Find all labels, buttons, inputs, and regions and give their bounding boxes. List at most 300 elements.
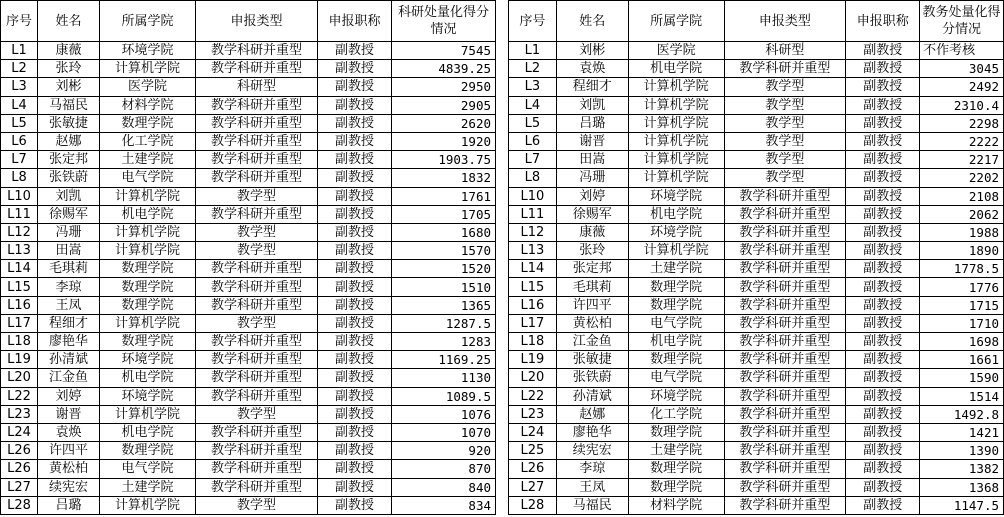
table-cell: 2905: [392, 96, 496, 114]
table-cell: 7545: [392, 42, 496, 60]
table-cell: L12: [509, 223, 557, 241]
table-cell: 马福民: [556, 496, 628, 514]
table-cell: 教学科研并重型: [196, 333, 318, 351]
table-cell: 教学科研并重型: [724, 296, 846, 314]
table-cell: L28: [509, 496, 557, 514]
table-cell: L23: [1, 405, 38, 423]
table-cell: 1368: [920, 478, 1004, 496]
table-row: [1, 423, 496, 441]
table-cell: 许四平: [38, 442, 100, 460]
table-cell: 1698: [920, 333, 1004, 351]
table-cell: 副教授: [846, 333, 920, 351]
table-cell: 康薇: [38, 42, 100, 60]
table-cell: 教学型: [196, 242, 318, 260]
column-gap: [496, 0, 508, 517]
table-cell: 副教授: [318, 369, 392, 387]
table-cell: L19: [1, 351, 38, 369]
table-row: [509, 496, 1004, 514]
table-cell: 张敏捷: [556, 351, 628, 369]
column-header: 所属学院: [100, 1, 196, 42]
table-row: [1, 114, 496, 132]
table-cell: 1705: [392, 205, 496, 223]
table-cell: 材料学院: [628, 496, 724, 514]
table-row: [509, 460, 1004, 478]
table-cell: 环境学院: [100, 387, 196, 405]
table-cell: 材料学院: [100, 96, 196, 114]
table-cell: 教学科研并重型: [724, 423, 846, 441]
table-cell: 副教授: [846, 314, 920, 332]
table-row: [509, 351, 1004, 369]
table-cell: 环境学院: [628, 223, 724, 241]
table-cell: 王凤: [556, 478, 628, 496]
table-cell: 谢晋: [556, 132, 628, 150]
table-cell: 环境学院: [628, 187, 724, 205]
table-cell: 张定邦: [38, 151, 100, 169]
table-cell: 1283: [392, 333, 496, 351]
table-cell: L27: [1, 478, 38, 496]
table-cell: 教学科研并重型: [196, 114, 318, 132]
table-cell: 834: [392, 496, 496, 514]
table-cell: 教学科研并重型: [724, 223, 846, 241]
table-cell: 机电学院: [100, 423, 196, 441]
table-cell: L7: [1, 151, 38, 169]
table-cell: 不作考核: [920, 42, 1004, 60]
table-cell: 2620: [392, 114, 496, 132]
table-cell: 计算机学院: [628, 132, 724, 150]
table-cell: 教学科研并重型: [724, 278, 846, 296]
table-cell: L20: [1, 369, 38, 387]
table-cell: L14: [509, 260, 557, 278]
table-cell: 教学科研并重型: [724, 260, 846, 278]
table-cell: 张铁蔚: [38, 169, 100, 187]
table-cell: L10: [509, 187, 557, 205]
table-cell: L26: [509, 460, 557, 478]
table-cell: 1365: [392, 296, 496, 314]
table-cell: 1590: [920, 369, 1004, 387]
table-cell: 冯珊: [38, 223, 100, 241]
table-cell: 李琼: [38, 278, 100, 296]
table-cell: 张玲: [38, 60, 100, 78]
table-row: [509, 223, 1004, 241]
table-cell: 教学科研并重型: [724, 369, 846, 387]
table-cell: 副教授: [318, 478, 392, 496]
table-cell: 1890: [920, 242, 1004, 260]
table-cell: 科研型: [196, 78, 318, 96]
table-cell: 副教授: [846, 42, 920, 60]
table-row: [1, 333, 496, 351]
left-ranking-table: [0, 0, 496, 517]
table-cell: 副教授: [846, 478, 920, 496]
table-cell: L2: [509, 60, 557, 78]
table-cell: 冯珊: [556, 169, 628, 187]
table-cell: 廖艳华: [556, 423, 628, 441]
table-cell: 教学科研并重型: [196, 369, 318, 387]
table-row: [509, 96, 1004, 114]
table-row: [509, 169, 1004, 187]
table-cell: 江金鱼: [556, 333, 628, 351]
research-score-table: [0, 0, 496, 515]
table-cell: L1: [509, 42, 557, 60]
table-cell: 教学型: [196, 496, 318, 514]
header-row: [509, 1, 1004, 42]
table-cell: 副教授: [846, 369, 920, 387]
table-row: [1, 351, 496, 369]
table-cell: 副教授: [318, 314, 392, 332]
table-cell: 副教授: [318, 423, 392, 441]
table-cell: 2492: [920, 78, 1004, 96]
table-row: [1, 405, 496, 423]
table-row: [1, 460, 496, 478]
table-cell: 教学科研并重型: [196, 387, 318, 405]
table-cell: 教学科研并重型: [196, 478, 318, 496]
table-cell: 数理学院: [628, 278, 724, 296]
table-cell: 920: [392, 442, 496, 460]
table-cell: 张定邦: [556, 260, 628, 278]
table-cell: 副教授: [846, 423, 920, 441]
table-row: [1, 478, 496, 496]
table-cell: 计算机学院: [100, 242, 196, 260]
right-ranking-table: [508, 0, 1004, 517]
column-header: 序号: [1, 1, 38, 42]
table-cell: 副教授: [318, 260, 392, 278]
table-cell: 1089.5: [392, 387, 496, 405]
table-cell: 数理学院: [628, 478, 724, 496]
table-cell: 教学科研并重型: [724, 478, 846, 496]
table-row: [509, 387, 1004, 405]
table-cell: 教学科研并重型: [196, 132, 318, 150]
table-cell: 副教授: [318, 42, 392, 60]
table-cell: L19: [509, 351, 557, 369]
table-row: [1, 278, 496, 296]
table-cell: 3045: [920, 60, 1004, 78]
table-cell: 环境学院: [100, 42, 196, 60]
table-cell: L5: [1, 114, 38, 132]
table-cell: 1661: [920, 351, 1004, 369]
table-cell: 数理学院: [100, 333, 196, 351]
table-cell: 机电学院: [628, 205, 724, 223]
table-cell: L3: [509, 78, 557, 96]
table-cell: L3: [1, 78, 38, 96]
table-cell: 1510: [392, 278, 496, 296]
table-cell: L4: [1, 96, 38, 114]
table-row: [509, 260, 1004, 278]
table-cell: 1832: [392, 169, 496, 187]
table-row: [1, 78, 496, 96]
table-cell: 教学型: [196, 405, 318, 423]
table-row: [509, 42, 1004, 60]
table-cell: 刘婷: [556, 187, 628, 205]
table-row: [509, 242, 1004, 260]
table-cell: 教学科研并重型: [724, 351, 846, 369]
table-cell: L6: [509, 132, 557, 150]
table-cell: 数理学院: [100, 278, 196, 296]
table-cell: 副教授: [318, 242, 392, 260]
table-cell: 教学科研并重型: [196, 278, 318, 296]
table-cell: 教学型: [196, 223, 318, 241]
table-row: [509, 333, 1004, 351]
table-cell: 江金鱼: [38, 369, 100, 387]
table-cell: 刘凯: [38, 187, 100, 205]
table-cell: L16: [509, 296, 557, 314]
table-cell: 康薇: [556, 223, 628, 241]
table-cell: 教学型: [724, 114, 846, 132]
table-cell: 教学科研并重型: [724, 460, 846, 478]
table-cell: 副教授: [318, 96, 392, 114]
table-cell: 副教授: [846, 151, 920, 169]
table-cell: 程细才: [556, 78, 628, 96]
table-cell: 计算机学院: [100, 314, 196, 332]
table-cell: 副教授: [846, 60, 920, 78]
table-cell: 电气学院: [628, 314, 724, 332]
table-cell: 田嵩: [556, 151, 628, 169]
table-cell: 土建学院: [100, 478, 196, 496]
table-cell: L14: [1, 260, 38, 278]
table-cell: 2298: [920, 114, 1004, 132]
table-row: [1, 496, 496, 514]
table-row: [1, 369, 496, 387]
table-cell: 副教授: [846, 260, 920, 278]
table-row: [1, 42, 496, 60]
table-cell: 廖艳华: [38, 333, 100, 351]
table-cell: 2217: [920, 151, 1004, 169]
table-cell: 机电学院: [100, 205, 196, 223]
table-cell: 计算机学院: [100, 187, 196, 205]
table-cell: L10: [1, 187, 38, 205]
table-cell: 副教授: [318, 114, 392, 132]
table-cell: 袁焕: [38, 423, 100, 441]
table-cell: 教学科研并重型: [724, 405, 846, 423]
table-cell: 土建学院: [100, 151, 196, 169]
table-cell: 环境学院: [100, 351, 196, 369]
column-header: 申报类型: [196, 1, 318, 42]
table-cell: 1680: [392, 223, 496, 241]
table-cell: 副教授: [846, 278, 920, 296]
table-cell: 1776: [920, 278, 1004, 296]
table-row: [509, 296, 1004, 314]
table-cell: 吕璐: [38, 496, 100, 514]
table-cell: 副教授: [846, 351, 920, 369]
table-cell: 副教授: [846, 242, 920, 260]
table-cell: L26: [1, 442, 38, 460]
table-cell: 徐赐军: [556, 205, 628, 223]
table-cell: 孙清斌: [38, 351, 100, 369]
table-cell: 土建学院: [628, 442, 724, 460]
table-row: [509, 114, 1004, 132]
table-cell: 刘彬: [556, 42, 628, 60]
table-cell: 黄松柏: [556, 314, 628, 332]
table-cell: 教学科研并重型: [196, 96, 318, 114]
table-cell: 教学型: [724, 78, 846, 96]
table-cell: 教学型: [196, 187, 318, 205]
table-cell: L22: [1, 387, 38, 405]
table-cell: 1147.5: [920, 496, 1004, 514]
table-row: [509, 442, 1004, 460]
table-cell: 1492.8: [920, 405, 1004, 423]
table-cell: 数理学院: [628, 296, 724, 314]
table-cell: 副教授: [318, 351, 392, 369]
table-row: [1, 260, 496, 278]
table-row: [1, 205, 496, 223]
table-cell: 副教授: [846, 387, 920, 405]
table-cell: 教学型: [724, 151, 846, 169]
table-cell: 续宪宏: [38, 478, 100, 496]
table-cell: 副教授: [318, 296, 392, 314]
table-cell: L4: [509, 96, 557, 114]
table-cell: 化工学院: [100, 132, 196, 150]
table-cell: 1287.5: [392, 314, 496, 332]
table-cell: L8: [509, 169, 557, 187]
table-cell: 教学型: [724, 132, 846, 150]
table-cell: 田嵩: [38, 242, 100, 260]
table-row: [1, 96, 496, 114]
table-cell: 毛琪莉: [38, 260, 100, 278]
table-cell: L11: [1, 205, 38, 223]
table-cell: 2062: [920, 205, 1004, 223]
table-cell: 副教授: [846, 132, 920, 150]
table-cell: 副教授: [846, 205, 920, 223]
table-cell: 医学院: [100, 78, 196, 96]
table-cell: 王凤: [38, 296, 100, 314]
table-cell: 副教授: [846, 296, 920, 314]
table-row: [509, 60, 1004, 78]
table-cell: 刘婷: [38, 387, 100, 405]
table-row: [1, 60, 496, 78]
table-cell: 副教授: [318, 278, 392, 296]
table-cell: 教学科研并重型: [724, 205, 846, 223]
table-cell: 教学科研并重型: [724, 242, 846, 260]
table-cell: L18: [1, 333, 38, 351]
table-cell: 教学型: [724, 96, 846, 114]
table-cell: 2108: [920, 187, 1004, 205]
table-cell: 1715: [920, 296, 1004, 314]
table-cell: 副教授: [318, 187, 392, 205]
table-cell: 870: [392, 460, 496, 478]
teaching-score-table: [508, 0, 1004, 515]
table-cell: 计算机学院: [100, 60, 196, 78]
table-cell: 张玲: [556, 242, 628, 260]
table-cell: 副教授: [318, 442, 392, 460]
table-cell: 谢晋: [38, 405, 100, 423]
table-cell: 副教授: [846, 78, 920, 96]
table-cell: L2: [1, 60, 38, 78]
table-cell: L15: [509, 278, 557, 296]
table-cell: 副教授: [318, 205, 392, 223]
table-cell: 刘凯: [556, 96, 628, 114]
table-cell: L17: [1, 314, 38, 332]
table-cell: 计算机学院: [100, 405, 196, 423]
table-cell: 1988: [920, 223, 1004, 241]
table-cell: 教学型: [724, 169, 846, 187]
table-cell: 计算机学院: [628, 78, 724, 96]
table-cell: L20: [509, 369, 557, 387]
table-cell: 医学院: [628, 42, 724, 60]
table-cell: 副教授: [318, 151, 392, 169]
table-cell: 计算机学院: [100, 223, 196, 241]
table-cell: 教学科研并重型: [724, 314, 846, 332]
table-cell: 李琼: [556, 460, 628, 478]
table-cell: 副教授: [318, 78, 392, 96]
table-cell: 吕璐: [556, 114, 628, 132]
table-cell: 袁焕: [556, 60, 628, 78]
table-cell: L16: [1, 296, 38, 314]
table-cell: 1903.75: [392, 151, 496, 169]
table-cell: L28: [1, 496, 38, 514]
table-cell: 教学科研并重型: [196, 151, 318, 169]
table-cell: L12: [1, 223, 38, 241]
table-cell: 许四平: [556, 296, 628, 314]
table-cell: 副教授: [846, 223, 920, 241]
column-header: 科研处量化得分情况: [392, 1, 496, 42]
table-cell: 1778.5: [920, 260, 1004, 278]
column-header: 申报类型: [724, 1, 846, 42]
table-cell: 1421: [920, 423, 1004, 441]
table-cell: 1520: [392, 260, 496, 278]
table-cell: 教学科研并重型: [724, 60, 846, 78]
table-cell: 副教授: [846, 96, 920, 114]
table-row: [1, 242, 496, 260]
table-cell: L8: [1, 169, 38, 187]
table-cell: 数理学院: [628, 351, 724, 369]
table-cell: 1570: [392, 242, 496, 260]
table-cell: 副教授: [846, 114, 920, 132]
table-cell: 副教授: [846, 496, 920, 514]
table-cell: 马福民: [38, 96, 100, 114]
table-cell: 科研型: [724, 42, 846, 60]
table-cell: 电气学院: [628, 369, 724, 387]
table-cell: 赵娜: [556, 405, 628, 423]
table-row: [1, 169, 496, 187]
table-row: [1, 296, 496, 314]
table-cell: 副教授: [846, 187, 920, 205]
column-header: 申报职称: [318, 1, 392, 42]
table-cell: L23: [509, 405, 557, 423]
table-row: [1, 151, 496, 169]
table-row: [509, 369, 1004, 387]
table-cell: 副教授: [318, 169, 392, 187]
table-cell: L11: [509, 205, 557, 223]
table-cell: 计算机学院: [628, 169, 724, 187]
table-cell: L5: [509, 114, 557, 132]
table-cell: L22: [509, 387, 557, 405]
table-row: [509, 423, 1004, 441]
table-cell: 教学科研并重型: [196, 60, 318, 78]
table-cell: L25: [509, 442, 557, 460]
table-cell: 教学科研并重型: [196, 442, 318, 460]
table-row: [1, 442, 496, 460]
table-cell: 1514: [920, 387, 1004, 405]
table-cell: L13: [1, 242, 38, 260]
table-cell: L24: [509, 423, 557, 441]
table-cell: L7: [509, 151, 557, 169]
column-header: 姓名: [38, 1, 100, 42]
table-cell: L1: [1, 42, 38, 60]
table-cell: 教学科研并重型: [196, 260, 318, 278]
table-cell: 1920: [392, 132, 496, 150]
column-header: 姓名: [556, 1, 628, 42]
table-cell: 张铁蔚: [556, 369, 628, 387]
table-cell: 程细才: [38, 314, 100, 332]
table-cell: 数理学院: [100, 442, 196, 460]
table-cell: 副教授: [318, 223, 392, 241]
table-cell: L6: [1, 132, 38, 150]
table-cell: 数理学院: [100, 260, 196, 278]
table-cell: 续宪宏: [556, 442, 628, 460]
table-cell: 副教授: [318, 333, 392, 351]
table-cell: 机电学院: [100, 369, 196, 387]
table-cell: 2202: [920, 169, 1004, 187]
table-cell: L17: [509, 314, 557, 332]
table-row: [509, 314, 1004, 332]
